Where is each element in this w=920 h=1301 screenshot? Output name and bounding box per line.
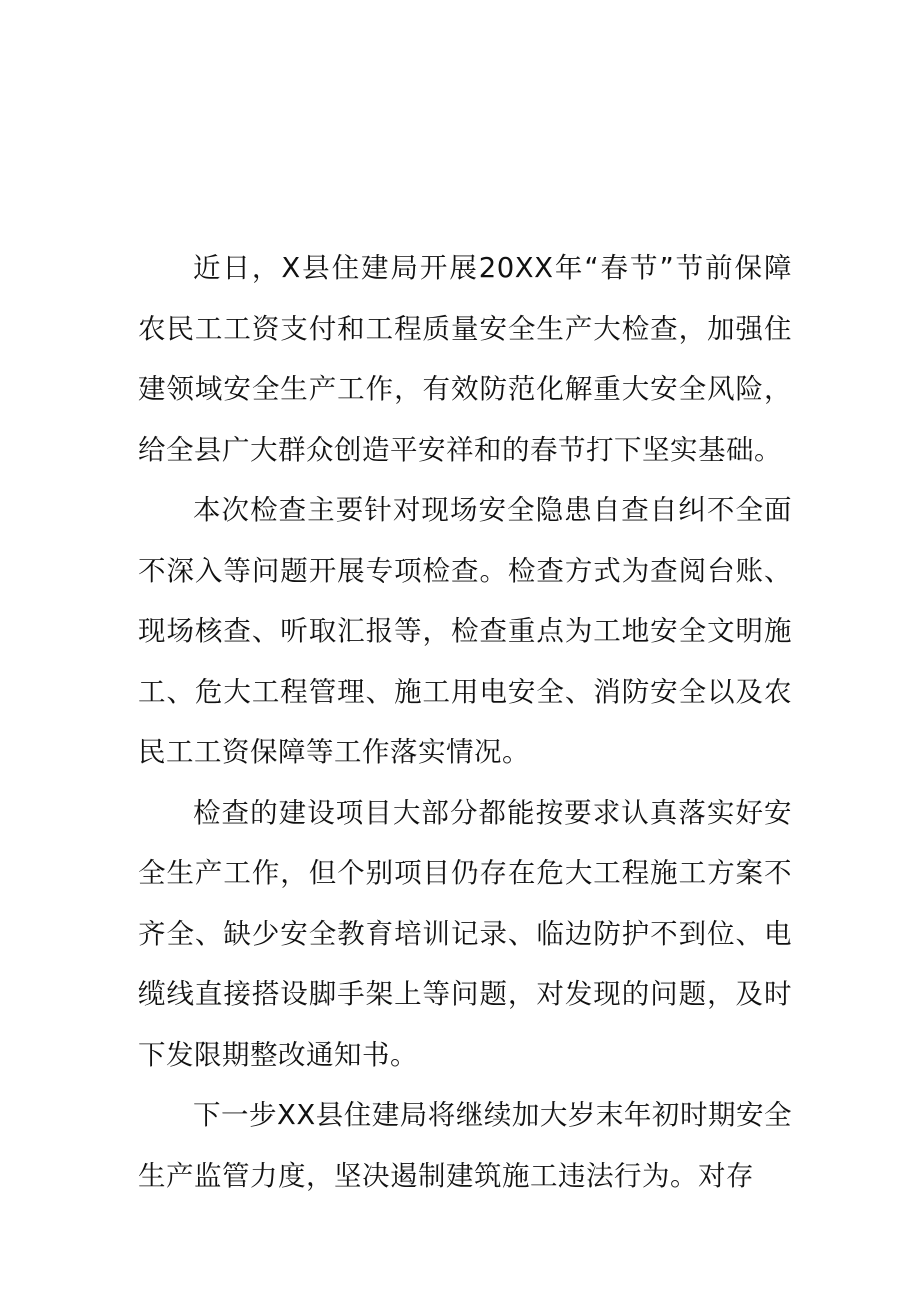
document-body (138, 238, 792, 1206)
paragraph-inspection-intro: 近日，X县住建局开展20XX年“春节”节前保障农民工工资支付和工程质量安全生产大检查，加强住建领域安全生产工作，有效防范化解重大安全风险，给全县广大群众创造平安祥和的春节打下坚实基础。 (138, 252, 792, 466)
paragraph-inspection-scope: 本次检查主要针对现场安全隐患自查自纠不全面不深入等问题开展专项检查。检查方式为查阅台账、现场核查、听取汇报等，检查重点为工地安全文明施工、危大工程管理、施工用电安全、消防安全以及农民工工资保障等工作落实情况。 (138, 494, 792, 768)
paragraph-next-steps: 下一步XX县住建局将继续加大岁末年初时期安全生产监管力度，坚决遏制建筑施工违法行为。对存 (138, 1099, 792, 1192)
paragraph-inspection-findings: 检查的建设项目大部分都能按要求认真落实好安全生产工作，但个别项目仍存在危大工程施工方案不齐全、缺少安全教育培训记录、临边防护不到位、电缆线直接搭设脚手架上等问题，对发现的问题，及时下发限期整改通知书。 (138, 796, 792, 1071)
